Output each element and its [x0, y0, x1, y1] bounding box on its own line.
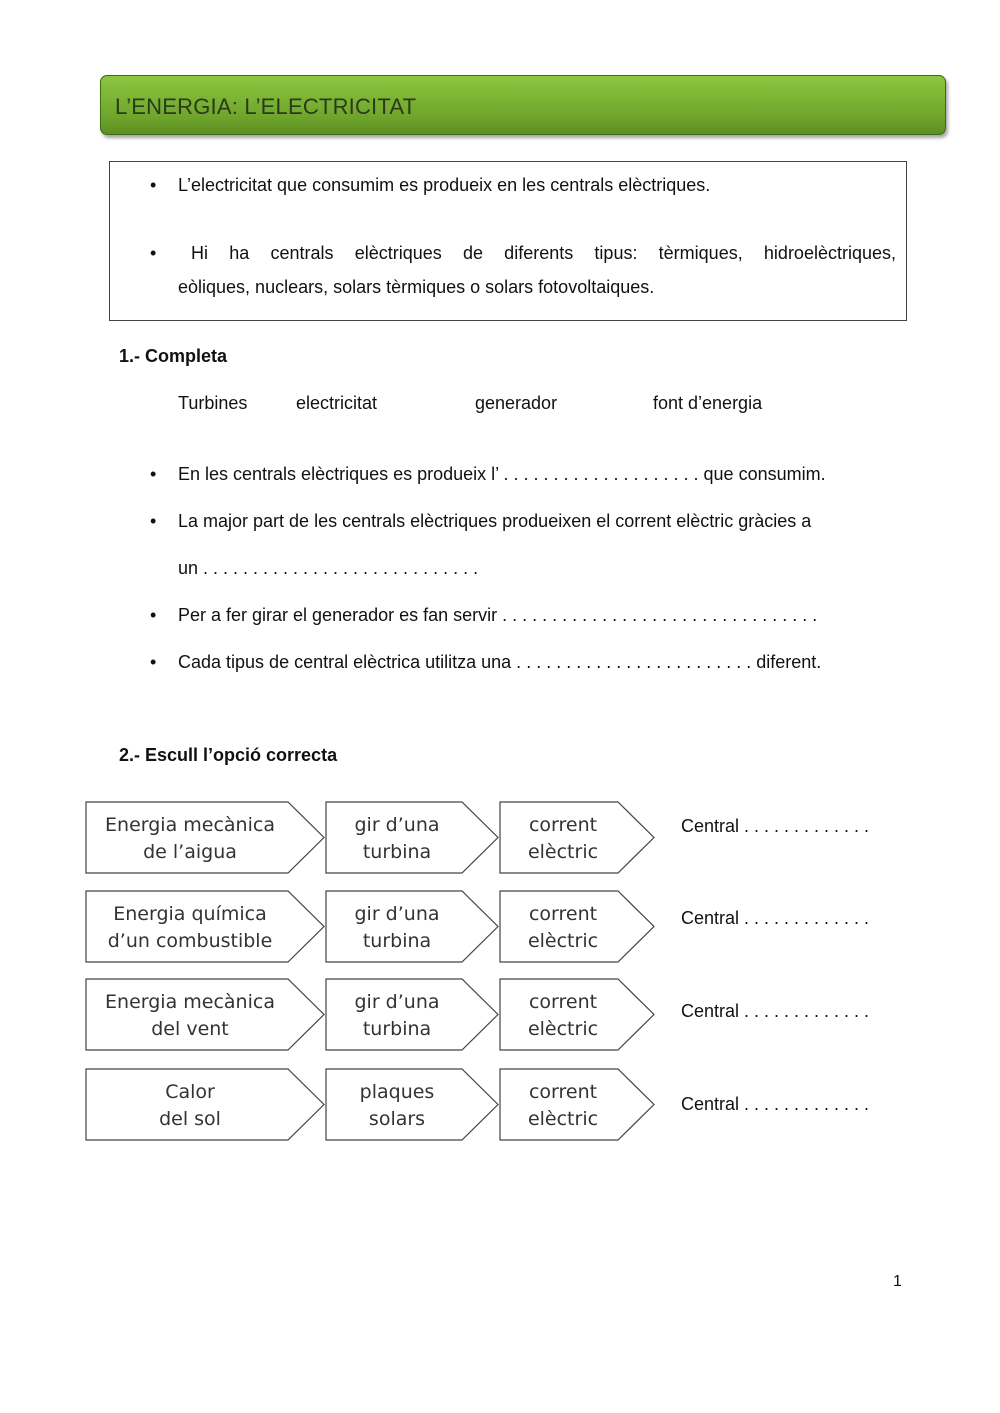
flow-box-text-r3-b2-l1: gir d’una [354, 991, 440, 1013]
flow-box-text-r2-b3-l2: elèctric [527, 930, 599, 952]
exercise-2-heading: 2.- Escull l’opció correcta [119, 745, 338, 765]
flow-box-text-r4-b1-l1: Calor [165, 1081, 215, 1103]
flow-box-text-r4-b1-l2: del sol [159, 1108, 221, 1130]
flow-box-text-r2-b1-l2: d’un combustible [107, 930, 273, 952]
flow-box-text-r3-b1-l1: Energia mecànica [105, 991, 275, 1013]
word-bank-item: generador [475, 393, 558, 413]
central-answer-2: Central . . . . . . . . . . . . . [681, 908, 870, 928]
flow-box-text-r1-b1-l2: de l’aigua [143, 841, 237, 863]
flow-box-text-r2-b2-l1: gir d’una [354, 903, 440, 925]
flow-box-text-r2-b3-l1: corrent [528, 903, 598, 925]
flow-box-text-r2-b2-l2: turbina [362, 930, 432, 952]
sentence-2: • La major part de les centrals elèctriques produeixen el corrent elèctric gràcies a [178, 511, 811, 532]
flow-box-text-r4-b3-l2: elèctric [527, 1108, 599, 1130]
info-bullet-2-text: Hi ha centrals elèctriques de diferents tipus: tèrmiques, hidroelèctriques, [191, 243, 896, 263]
flow-box-text-r3-b3-l1: corrent [528, 991, 598, 1013]
info-bullet-1: • L’electricitat que consumim es produeix en les centrals elèctriques. [178, 175, 710, 196]
word-bank-item: font d’energia [653, 393, 763, 413]
flow-box-text-r1-b2-l2: turbina [362, 841, 432, 863]
flow-box-text-r1-b3-l1: corrent [528, 814, 598, 836]
central-answer-4: Central . . . . . . . . . . . . . [681, 1094, 870, 1114]
flow-box-text-r4-b2-l1: plaques [359, 1081, 435, 1103]
flow-box-text-r4-b3-l1: corrent [528, 1081, 598, 1103]
sentence-3: • Per a fer girar el generador es fan servir . . . . . . . . . . . . . . . . . . . . . . . . . . . . . . . . [178, 605, 817, 626]
central-answer-1: Central . . . . . . . . . . . . . [681, 816, 870, 836]
central-answer-3: Central . . . . . . . . . . . . . [681, 1001, 870, 1021]
flow-box-text-r1-b1-l1: Energia mecànica [105, 814, 275, 836]
page-title: L’ENERGIA: L’ELECTRICITAT [115, 94, 417, 119]
sentence-1: • En les centrals elèctriques es produeix l’ . . . . . . . . . . . . . . . . . . . . que consumim. [178, 464, 826, 485]
flow-box-text-r3-b3-l2: elèctric [527, 1018, 599, 1040]
sentence-4: • Cada tipus de central elèctrica utilitza una . . . . . . . . . . . . . . . . . . . . . . . . diferent. [178, 652, 821, 673]
flow-box-text-r4-b2-l2: solars [368, 1108, 426, 1130]
flow-box-text-r3-b2-l2: turbina [362, 1018, 432, 1040]
sentence-2-continuation: un . . . . . . . . . . . . . . . . . . . . . . . . . . . . [178, 558, 479, 578]
flow-box-text-r1-b3-l2: elèctric [527, 841, 599, 863]
word-bank-item: electricitat [296, 393, 378, 413]
flow-box-text-r2-b1-l1: Energia química [113, 903, 267, 925]
word-bank-item: Turbines [178, 393, 248, 413]
info-bullet-2-line-2: eòliques, nuclears, solars tèrmiques o solars fotovoltaiques. [178, 277, 655, 297]
exercise-1-heading: 1.- Completa [119, 346, 228, 366]
page-number: 1 [893, 1273, 902, 1290]
flow-box-text-r3-b1-l2: del vent [151, 1018, 229, 1040]
flow-box-text-r1-b2-l1: gir d’una [354, 814, 440, 836]
